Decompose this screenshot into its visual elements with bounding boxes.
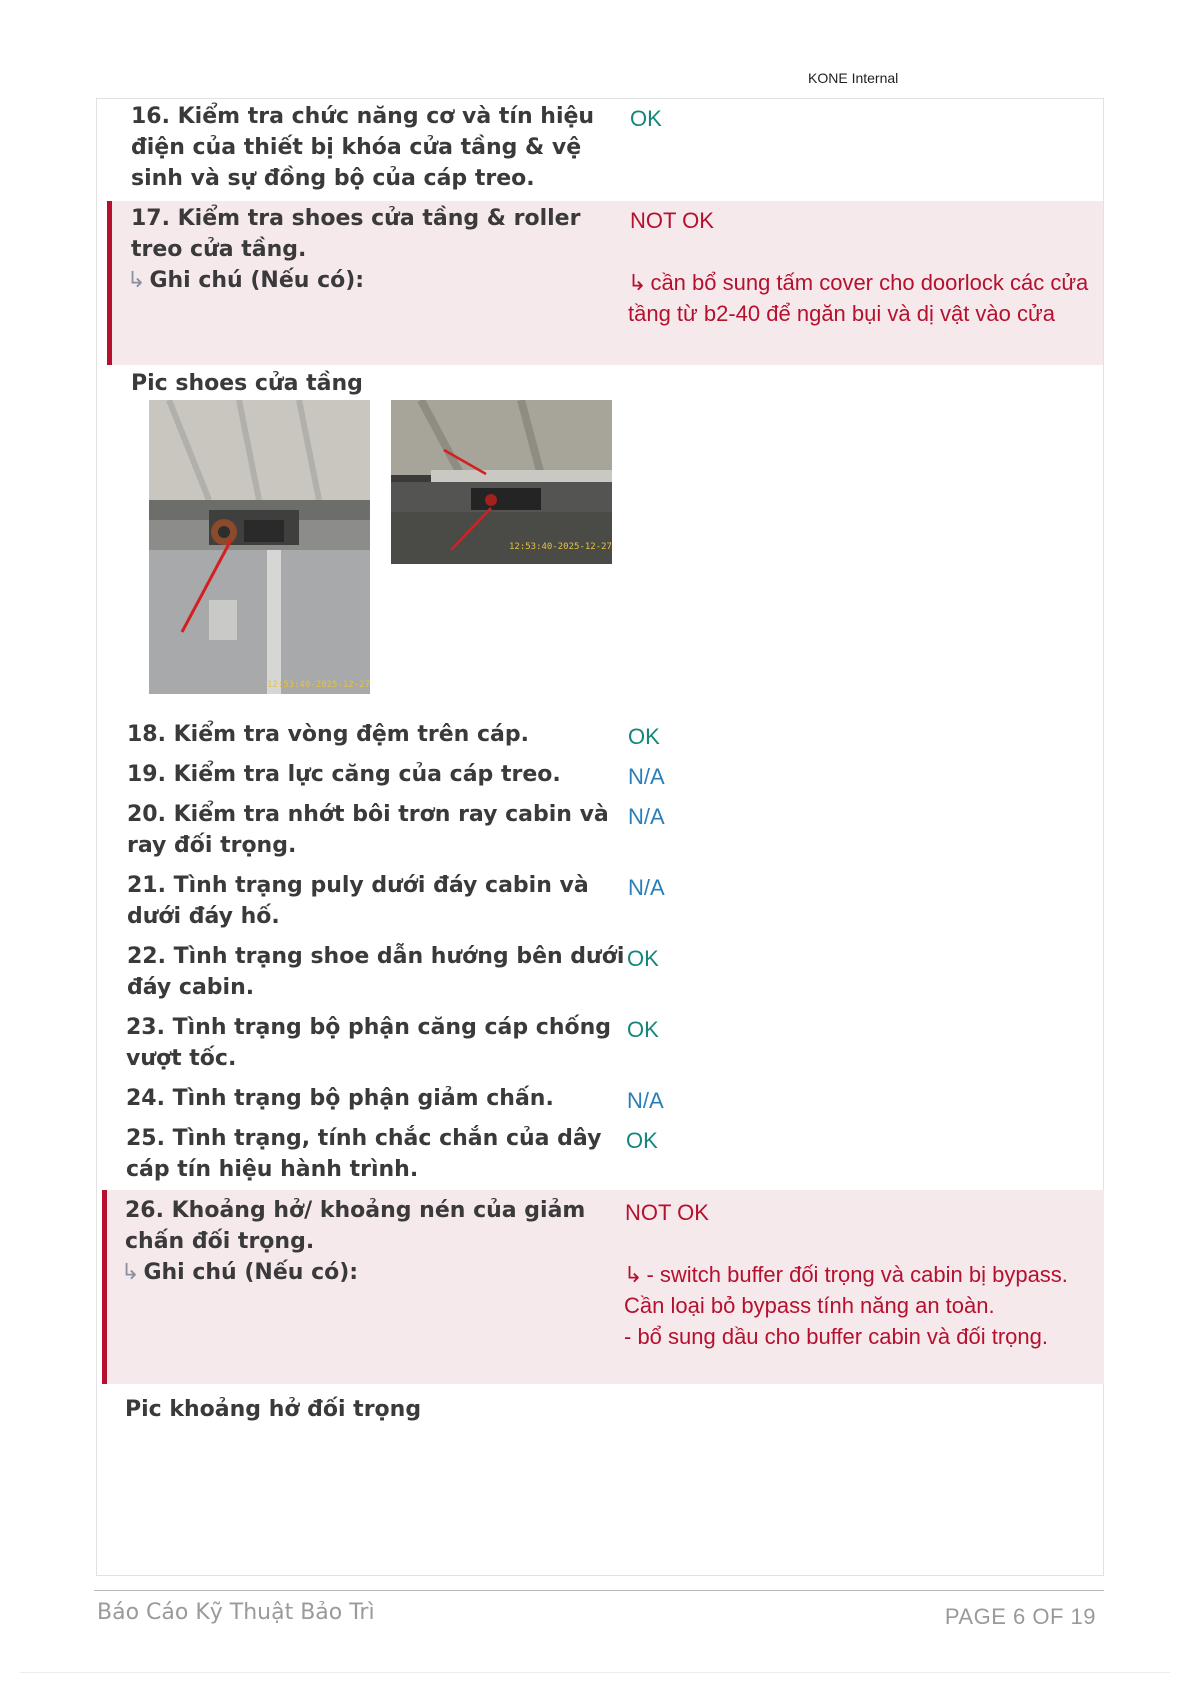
- pic-label-counterweight-gap: Pic khoảng hở đối trọng: [125, 1397, 422, 1422]
- item-22-question: 22. Tình trạng shoe dẫn hướng bên dưới đáy cabin.: [127, 944, 625, 1000]
- item-25-status: OK: [626, 1128, 658, 1153]
- item-23-question: 23. Tình trạng bộ phận căng cáp chống vượt tốc.: [126, 1015, 612, 1071]
- item-18-status: OK: [628, 724, 660, 749]
- item-17-note: ↳ cần bổ sung tấm cover cho doorlock các cửa tầng từ b2-40 để ngăn bụi và dị vật vào cửa: [628, 270, 1089, 326]
- fail-indicator-bar: [102, 1190, 107, 1384]
- return-arrow-icon: ↳: [121, 1260, 140, 1285]
- footer-divider: [94, 1590, 1104, 1591]
- fail-indicator-bar: [107, 201, 112, 365]
- pic-label-door-shoes: Pic shoes cửa tầng: [131, 371, 363, 396]
- item-25-question: 25. Tình trạng, tính chắc chắn của dây cáp tín hiệu hành trình.: [126, 1126, 602, 1182]
- photo-door-shoes-1: [149, 400, 370, 694]
- item-21-question: 21. Tình trạng puly dưới đáy cabin và dưới đáy hố.: [127, 873, 589, 929]
- item-16-status: OK: [630, 106, 662, 131]
- item-24-status: N/A: [627, 1088, 664, 1113]
- item-26-status: NOT OK: [625, 1200, 709, 1225]
- item-24-question: 24. Tình trạng bộ phận giảm chấn.: [126, 1086, 554, 1111]
- item-21-status: N/A: [628, 875, 665, 900]
- return-arrow-icon: ↳: [127, 268, 146, 293]
- document-classification-label: KONE Internal: [808, 70, 899, 86]
- photo-door-shoes-2: [391, 400, 612, 564]
- item-22-status: OK: [627, 946, 659, 971]
- return-arrow-icon: ↳: [628, 270, 647, 295]
- item-20-question: 20. Kiểm tra nhớt bôi trơn ray cabin và ray đối trọng.: [127, 802, 609, 858]
- item-16-question: 16. Kiểm tra chức năng cơ và tín hiệu điện của thiết bị khóa cửa tầng & vệ sinh và sự đồng bộ của cáp treo.: [131, 104, 595, 191]
- item-17-question: 17. Kiểm tra shoes cửa tầng & roller treo cửa tầng.: [131, 206, 581, 262]
- photo-2-timestamp: 12:53:40-2025-12-27: [509, 542, 612, 552]
- item-26-note-label: ↳ Ghi chú (Nếu có):: [121, 1260, 359, 1285]
- item-23-status: OK: [627, 1017, 659, 1042]
- item-18-question: 18. Kiểm tra vòng đệm trên cáp.: [127, 722, 529, 747]
- footer-report-title: Báo Cáo Kỹ Thuật Bảo Trì: [97, 1600, 375, 1625]
- item-26-note: ↳ - switch buffer đối trọng và cabin bị bypass. Cần loại bỏ bypass tính năng an toàn. - bổ sung dầu cho buffer cabin và đối trọng.: [624, 1262, 1068, 1349]
- item-26-question: 26. Khoảng hở/ khoảng nén của giảm chấn đối trọng.: [125, 1198, 586, 1254]
- item-19-status: N/A: [628, 764, 665, 789]
- return-arrow-icon: ↳: [624, 1262, 643, 1287]
- photo-1-timestamp: 12:53:40-2025-12-27: [267, 680, 370, 690]
- item-20-status: N/A: [628, 804, 665, 829]
- item-19-question: 19. Kiểm tra lực căng của cáp treo.: [127, 762, 561, 787]
- item-17-note-label: ↳ Ghi chú (Nếu có):: [127, 268, 365, 293]
- item-17-status: NOT OK: [630, 208, 714, 233]
- footer-page-number: PAGE 6 OF 19: [944, 1604, 1096, 1629]
